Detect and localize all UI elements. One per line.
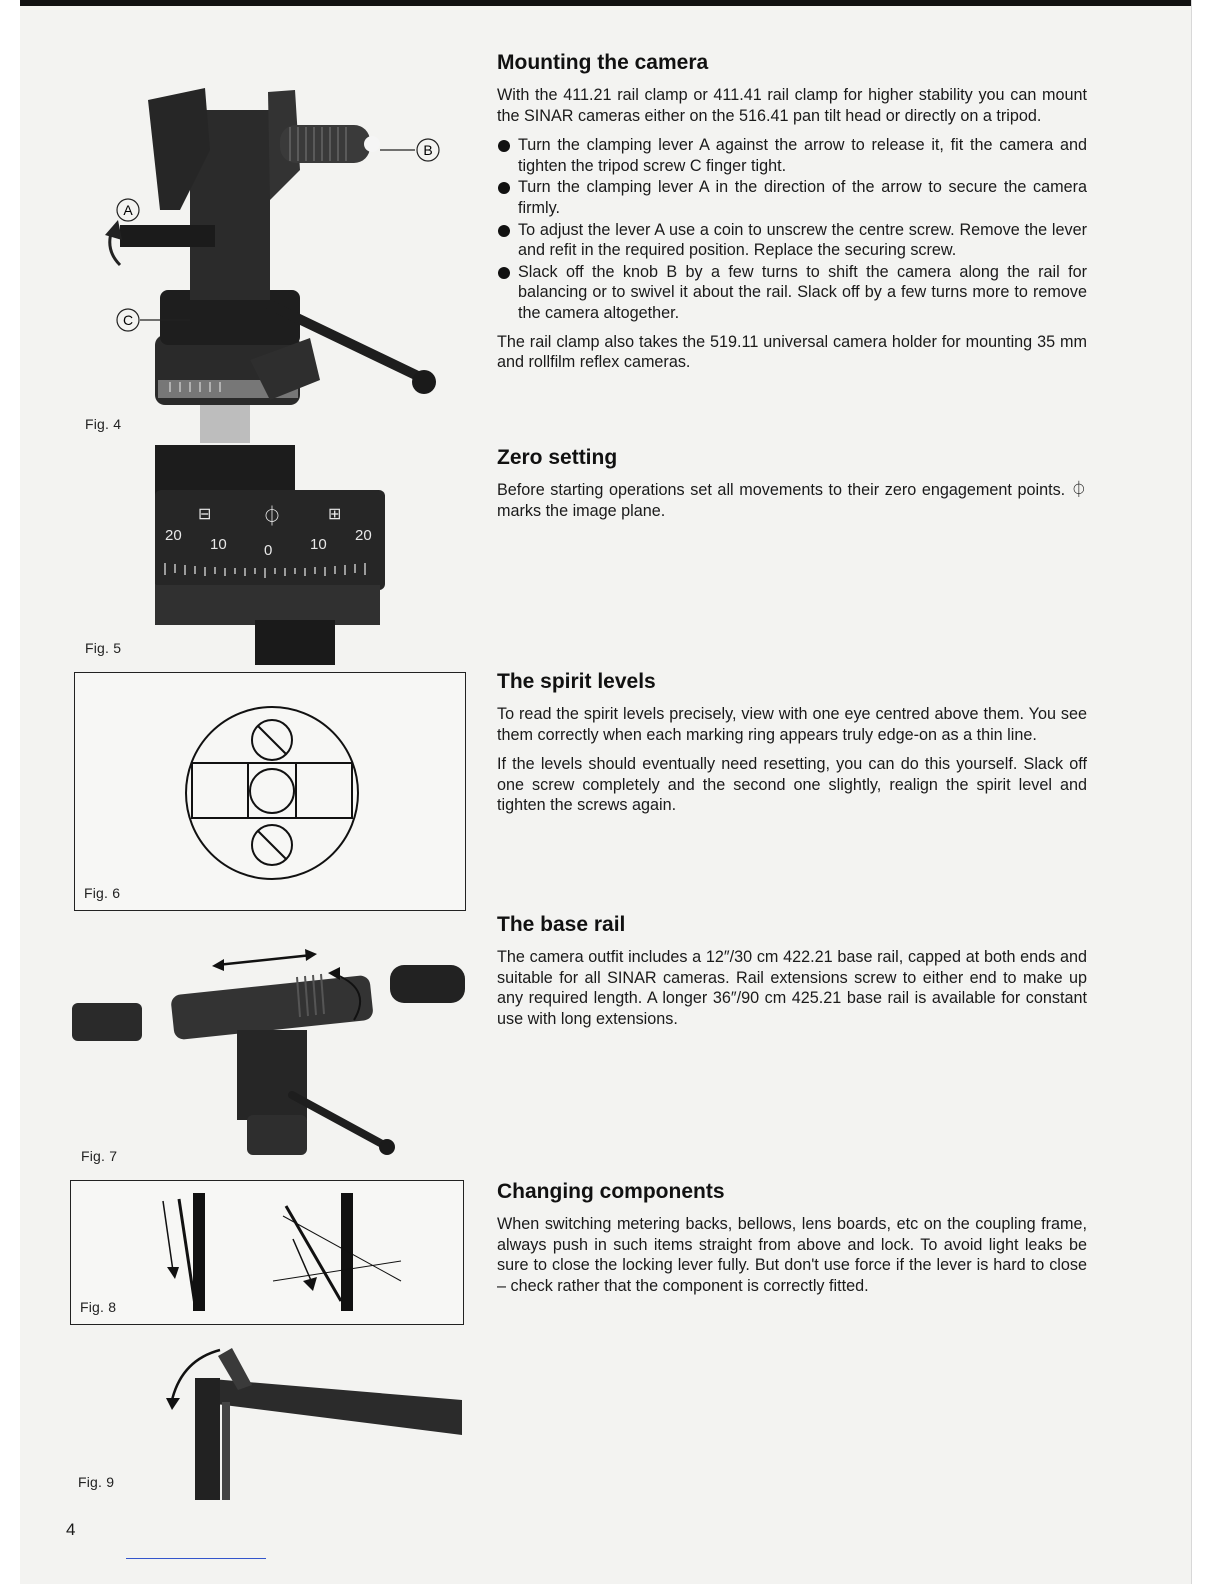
section-title-components: Changing components <box>497 1180 725 1203</box>
section-base-rail <box>497 913 1087 1038</box>
mounting-step <box>497 135 1087 176</box>
fig5-zero-scale-photo <box>150 445 390 665</box>
spirit-text-1: To read the spirit levels precisely, view with one eye centred above them. You see them correctly when each marking ring appears truly edge-on as a thin line. <box>497 705 1087 744</box>
component-insertion-illustration <box>71 1181 462 1323</box>
base-rail-illustration <box>72 945 467 1175</box>
section-title-zero: Zero setting <box>497 446 618 469</box>
components-text: When switching metering backs, bellows, lens boards, etc on the coupling frame, always push in such items straight from above and lock. To avoid light leaks be sure to close the locking lever fully. But don't use force if the lever is hard to close – check rather that the component is correctly fitted. <box>497 1215 1087 1295</box>
section-changing-components <box>497 1180 1087 1305</box>
step-text: To adjust the lever A use a coin to unscrew the centre screw. Remove the lever and refit in the required position. Replace the securing screw. <box>518 220 1087 260</box>
mounting-step <box>497 262 1087 324</box>
mounting-step <box>497 177 1087 218</box>
scale-right-10: 10 <box>310 536 327 553</box>
scale-left-20: 20 <box>165 527 182 544</box>
plus-symbol: ⊞ <box>328 506 342 523</box>
scale-left-10: 10 <box>210 536 227 553</box>
zero-scale-illustration <box>150 445 390 665</box>
mounting-intro: With the 411.21 rail clamp or 411.41 rail clamp for higher stability you can mount the SINAR cameras either on the 516.41 pan tilt head or directly on a tripod. <box>497 86 1087 125</box>
bullet-dot <box>498 267 510 279</box>
fig6-spirit-level-diagram <box>74 672 466 911</box>
fig5-label: Fig. 5 <box>85 640 122 656</box>
top-rule <box>20 0 1192 6</box>
section-title-rail: The base rail <box>497 913 626 936</box>
scale-zero: 0 <box>264 542 273 559</box>
locking-lever-illustration <box>160 1340 465 1500</box>
fig8-label: Fig. 8 <box>80 1299 117 1315</box>
spirit-level-illustration <box>75 673 464 909</box>
minus-symbol: ⊟ <box>198 506 212 523</box>
section-title-mounting: Mounting the camera <box>497 51 709 74</box>
mounting-step <box>497 220 1087 261</box>
fig9-locking-lever-photo <box>160 1340 465 1500</box>
fig7-base-rail-photo <box>72 945 467 1175</box>
fig4-rail-clamp-photo <box>100 80 460 445</box>
right-edge-rule <box>1191 0 1192 1584</box>
fig7-label: Fig. 7 <box>81 1148 118 1164</box>
footer-link-line <box>126 1558 266 1559</box>
page-number: 4 <box>66 1520 76 1539</box>
fig6-label: Fig. 6 <box>84 885 121 901</box>
bullet-dot <box>498 140 510 152</box>
fig4-label: Fig. 4 <box>85 416 122 432</box>
step-text: Slack off the knob B by a few turns to shift the camera along the rail for balancing or to swivel it about the rail. Slack off by a few turns more to remove the camera altogether. <box>518 262 1087 322</box>
rail-clamp-illustration <box>100 80 460 445</box>
bullet-dot <box>498 182 510 194</box>
section-mounting-camera <box>497 51 1087 382</box>
section-spirit-levels <box>497 670 1087 825</box>
section-title-spirit: The spirit levels <box>497 670 656 693</box>
step-text: Turn the clamping lever A against the arrow to release it, fit the camera and tighten the tripod screw C finger tight. <box>518 136 1087 175</box>
fig9-label: Fig. 9 <box>78 1474 115 1490</box>
callout-b: B <box>423 142 433 158</box>
scale-right-20: 20 <box>355 527 372 544</box>
zero-text: Before starting operations set all movements to their zero engagement points. ⏀ marks the image plane. <box>497 481 1087 520</box>
callout-c: C <box>122 312 134 328</box>
mounting-steps <box>497 135 1087 323</box>
step-text: Turn the clamping lever A in the direction of the arrow to secure the camera firmly. <box>518 178 1087 217</box>
image-plane-symbol: ⏀ <box>262 506 282 528</box>
section-zero-setting <box>497 446 1087 530</box>
rail-text: The camera outfit includes a 12″/30 cm 422.21 base rail, capped at both ends and suitable for all SINAR cameras. Rail extensions screw to either end to make up any required length. A longer 36″/90 cm 425.21 base rail is available for constant use with long extensions. <box>497 948 1087 1028</box>
callout-a: A <box>123 202 133 218</box>
spirit-text-2: If the levels should eventually need resetting, you can do this yourself. Slack off one screw completely and the second one slightly, realign the spirit level and tighten the screws again. <box>497 755 1087 815</box>
mounting-outro: The rail clamp also takes the 519.11 universal camera holder for mounting 35 mm and rollfilm reflex cameras. <box>497 332 1087 372</box>
fig8-component-diagram <box>70 1180 464 1325</box>
bullet-dot <box>498 225 510 237</box>
